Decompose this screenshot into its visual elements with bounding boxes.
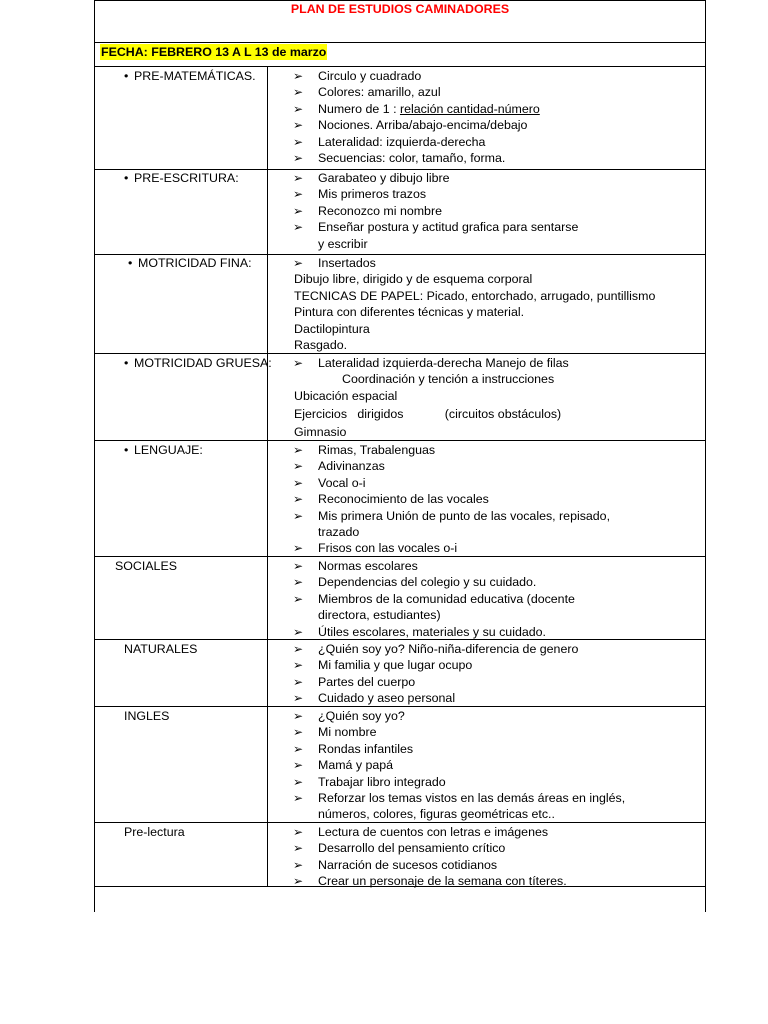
list-item-text: Desarrollo del pensamiento crítico [318,841,506,856]
list-item-text: Garabateo y dibujo libre [318,171,450,185]
arrow-bullet-icon: ➢ [293,709,304,723]
section-category-label: INGLES [124,709,170,723]
arrow-bullet-icon: ➢ [293,134,304,149]
list-item-text: Lectura de cuentos con letras e imágenes [318,825,549,839]
arrow-bullet-icon: ➢ [293,85,304,100]
list-item-text: trazado [318,525,360,539]
list-item-text: Vocal o-i [318,475,366,490]
list-item-text: Mis primera Unión de punto de las vocales, repisado, [318,508,611,523]
section-category [124,641,197,657]
arrow-bullet-icon: ➢ [293,575,304,590]
arrow-bullet-icon: ➢ [293,69,304,83]
free-text-line: Ejercicios dirigidos (circuitos obstáculos) [294,406,562,421]
list-item-text: Secuencias: color, tamaño, forma. [318,151,506,165]
list-item-text: Dependencias del colegio y su cuidado. [318,575,537,590]
list-item-text: Enseñar postura y actitud grafica para sentarse [318,220,579,235]
section-category [124,708,169,724]
arrow-bullet-icon: ➢ [293,187,304,202]
list-item-text: Colores: amarillo, azul [318,85,441,100]
list-item [318,724,377,740]
arrow-bullet-icon: ➢ [293,674,304,689]
list-item-text: Normas escolares [318,559,418,573]
arrow-bullet-icon: ➢ [293,791,304,805]
list-item [318,624,546,640]
list-item [318,236,368,252]
list-item-text: Nociones. Arriba/abajo-encima/debajo [318,118,528,133]
list-item [318,806,555,822]
list-item-text: Cuidado y aseo personal [318,691,456,706]
free-text-line: TECNICAS DE PAPEL: Picado, entorchado, arrugado, puntillismo [294,288,656,303]
free-text-line: Pintura con diferentes técnicas y material. [294,305,525,320]
list-item-text: Miembros de la comunidad educativa (docente [318,591,575,606]
list-item [318,508,610,524]
list-item [318,150,505,166]
list-item [318,757,393,773]
list-item-text: Mis primeros trazos [318,187,427,202]
list-item-text: directora, estudiantes) [318,608,441,623]
arrow-bullet-icon: ➢ [293,151,304,165]
bullet-icon: • [124,356,129,370]
arrow-bullet-icon: ➢ [293,591,304,606]
arrow-bullet-icon: ➢ [293,492,304,507]
list-item [318,657,472,673]
list-item-text: Reconozco mi nombre [318,203,442,218]
free-text-line: Rasgado. [294,338,348,352]
section-category-label: PRE-MATEMÁTICAS. [134,69,256,83]
list-item-text: números, colores, figuras geométricas etc.. [318,807,555,822]
list-item [318,540,457,556]
arrow-bullet-icon: ➢ [293,758,304,773]
list-item-text: Frisos con las vocales o-i [318,541,458,556]
list-item [318,857,497,873]
list-item [318,674,415,690]
arrow-bullet-icon: ➢ [293,642,304,656]
list-item [318,690,455,706]
section-category [124,442,203,458]
free-text-line: Gimnasio [294,424,347,439]
arrow-bullet-icon: ➢ [293,508,304,523]
free-text-line: Dibujo libre, dirigido y de esquema corporal [294,272,533,287]
arrow-bullet-icon: ➢ [293,443,304,457]
list-item [318,774,446,790]
row-line [94,42,706,43]
row-line [94,0,706,1]
list-item [318,186,426,202]
section-category-label: SOCIALES [115,559,177,573]
list-item [318,355,569,371]
arrow-bullet-icon: ➢ [293,171,304,185]
table-border-right [705,0,706,912]
list-item [318,255,376,271]
list-item-text: Rondas infantiles [318,741,414,756]
list-item [318,641,578,657]
list-item [318,708,405,724]
arrow-bullet-icon: ➢ [293,725,304,740]
arrow-bullet-icon: ➢ [293,691,304,706]
list-item-text: Útiles escolares, materiales y su cuidado. [318,624,546,639]
list-item [318,591,575,607]
arrow-bullet-icon: ➢ [293,220,304,235]
arrow-bullet-icon: ➢ [293,857,304,872]
free-text-line: Coordinación y tención a instrucciones [342,372,555,387]
section-category [128,255,252,271]
list-item [318,219,578,235]
row-line [94,353,706,354]
list-item [318,203,442,219]
list-item [318,524,359,540]
arrow-bullet-icon: ➢ [293,559,304,573]
list-item-text: Reconocimiento de las vocales [318,492,489,507]
list-item-text: Circulo y cuadrado [318,69,422,83]
arrow-bullet-icon: ➢ [293,475,304,490]
arrow-bullet-icon: ➢ [293,541,304,556]
list-item-text: ¿Quién soy yo? [318,709,405,723]
section-category-label: NATURALES [124,642,198,656]
document-title: PLAN DE ESTUDIOS CAMINADORES [290,2,510,16]
list-item [318,170,450,186]
list-item-text: Reforzar los temas vistos en las demás áreas en inglés, [318,791,626,805]
section-category [124,68,256,84]
list-item-underlined-text: relación cantidad-número [399,101,540,116]
section-category-label: Pre-lectura [124,825,185,839]
list-item-text: Mamá y papá [318,758,394,773]
list-item-text: Lateralidad izquierda-derecha Manejo de filas [318,356,569,370]
list-item [318,607,441,623]
arrow-bullet-icon: ➢ [293,825,304,839]
bullet-icon: • [124,69,129,83]
list-item [318,101,540,117]
arrow-bullet-icon: ➢ [293,101,304,116]
list-item-text: Mi nombre [318,725,377,740]
list-item-text: y escribir [318,236,368,251]
list-item-text: Mi familia y que lugar ocupo [318,658,473,673]
arrow-bullet-icon: ➢ [293,774,304,789]
list-item-text: Trabajar libro integrado [318,774,446,789]
bullet-icon: • [124,171,129,185]
list-item [318,68,421,84]
bullet-icon: • [124,443,129,457]
column-divider [267,66,268,886]
list-item-text: Insertados [318,256,376,270]
arrow-bullet-icon: ➢ [293,624,304,639]
section-category [124,170,239,186]
list-item [318,840,505,856]
row-line [94,66,706,67]
table-border-left [94,0,95,912]
arrow-bullet-icon: ➢ [293,256,304,270]
arrow-bullet-icon: ➢ [293,459,304,474]
list-item [318,134,485,150]
arrow-bullet-icon: ➢ [293,741,304,756]
list-item [318,84,441,100]
arrow-bullet-icon: ➢ [293,874,304,889]
free-text-line: Ubicación espacial [294,388,398,403]
section-category [124,824,185,840]
list-item [318,574,536,590]
list-item-text: Rimas, Trabalenguas [318,443,436,457]
section-category-label: PRE-ESCRITURA: [134,171,239,185]
list-item [318,491,489,507]
list-item [318,442,435,458]
section-category-label: MOTRICIDAD GRUESA: [134,356,272,370]
section-category [124,355,272,371]
list-item-text: Numero de 1 : [318,101,400,116]
bullet-icon: • [128,256,133,270]
list-item [318,873,567,889]
study-plan-document [94,0,706,912]
list-item-text: Lateralidad: izquierda-derecha [318,134,486,149]
row-line [94,440,706,441]
list-item-text: ¿Quién soy yo? Niño-niña-diferencia de genero [318,642,579,656]
section-category-label: LENGUAJE: [134,443,203,457]
list-item [318,790,625,806]
arrow-bullet-icon: ➢ [293,203,304,218]
list-item-text: Narración de sucesos cotidianos [318,857,498,872]
free-text-line: Dactilopintura [294,321,370,336]
arrow-bullet-icon: ➢ [293,841,304,856]
date-range-label: FECHA: FEBRERO 13 A L 13 de marzo [101,45,327,59]
list-item-text: Adivinanzas [318,459,385,474]
arrow-bullet-icon: ➢ [293,658,304,673]
list-item [318,458,385,474]
arrow-bullet-icon: ➢ [293,356,304,370]
arrow-bullet-icon: ➢ [293,118,304,133]
list-item [318,741,413,757]
list-item [318,475,366,491]
section-category-label: MOTRICIDAD FINA: [138,256,252,270]
section-category [115,558,177,574]
list-item-text: Partes del cuerpo [318,674,416,689]
list-item-text: Crear un personaje de la semana con títeres. [318,874,567,889]
list-item [318,824,548,840]
list-item [318,558,418,574]
list-item [318,117,527,133]
